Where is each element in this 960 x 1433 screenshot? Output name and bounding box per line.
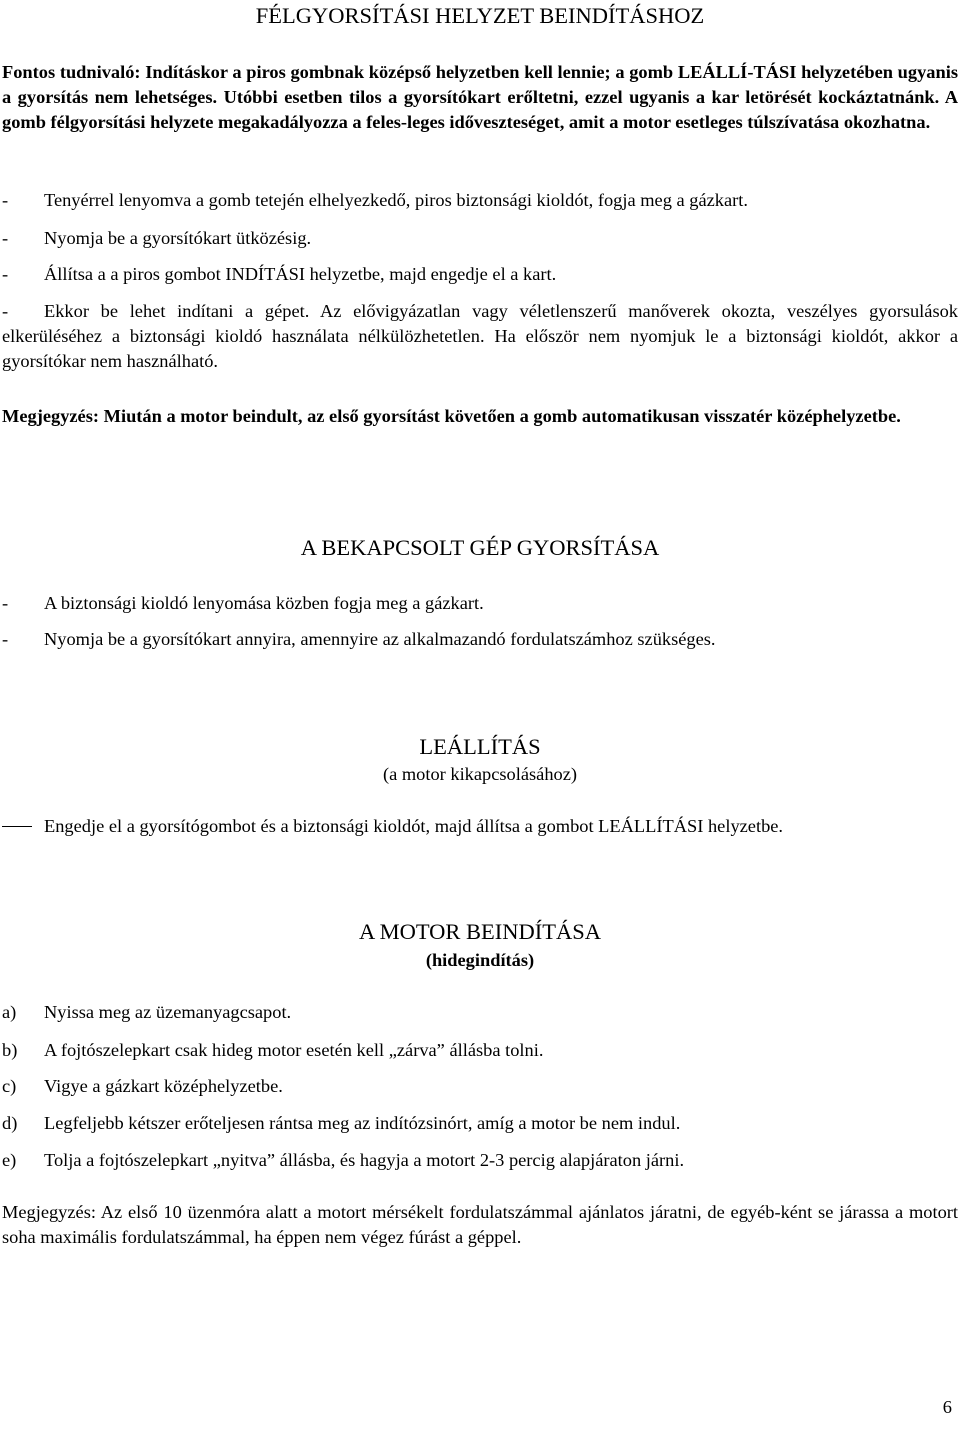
list-dash: - [2, 301, 9, 321]
list-dash: - [2, 228, 9, 248]
list-item-text: Engedje el a gyorsítógombot és a biztonsági kioldót, majd állítsa a gombot LEÁLLÍTÁSI helyzetbe. [44, 816, 784, 836]
list-item-text: Állítsa a a piros gombot INDÍTÁSI helyzetbe, majd engedje el a kart. [44, 264, 557, 284]
section-title-engine-start: A MOTOR BEINDÍTÁSA [358, 919, 602, 944]
note-paragraph: Megjegyzés: Miután a motor beindult, az első gyorsítást követően a gomb automatikusan visszatér középhelyzetbe. [2, 406, 901, 426]
list-item-text: Nyissa meg az üzemanyagcsapot. [44, 1002, 292, 1022]
section-subtitle-stop: (a motor kikapcsolásához) [382, 764, 578, 784]
list-dash: - [2, 264, 9, 284]
list-item-text: Legfeljebb kétszer erőteljesen rántsa meg az indítózsinórt, amíg a motor be nem indul. [44, 1113, 681, 1133]
section-title-half-throttle: FÉLGYORSÍTÁSI HELYZET BEINDÍTÁSHOZ [255, 3, 705, 28]
list-dash: - [2, 190, 9, 210]
list-item-text: Vigye a gázkart középhelyzetbe. [44, 1076, 283, 1096]
list-item-wrapped [2, 299, 958, 374]
list-marker: c) [2, 1076, 17, 1096]
list-marker: d) [2, 1113, 18, 1133]
list-item-text: Nyomja be a gyorsítókart ütközésig. [44, 228, 312, 248]
list-item-text: Nyomja be a gyorsítókart annyira, amennyire az alkalmazandó fordulatszámhoz szükséges. [44, 629, 716, 649]
list-dash: - [2, 629, 9, 649]
list-marker: a) [2, 1002, 17, 1022]
intro-paragraph: Fontos tudnivaló: Indításkor a piros gombnak középső helyzetben kell lennie; a gomb LEÁLLÍ-TÁSI helyzetében ugyanis a gyorsítás nem lehetséges. Utóbbi esetben tilos a gyorsítókart erőltetni, ezzel ugyanis a kar letörését kockáztatnánk. A gomb félgyorsítási helyzete megakadályozza a feles-leges időveszteséget, amit a motor esetleges túlszívatása okozhatna. [2, 62, 958, 132]
section-subtitle-cold-start: (hidegindítás) [425, 950, 535, 970]
section-title-acceleration: A BEKAPCSOLT GÉP GYORSÍTÁSA [300, 535, 660, 560]
long-dash [2, 826, 32, 827]
list-item-text: Ekkor be lehet indítani a gépet. Az elővigyázatlan vagy véletlenszerű manőverek okozta, veszélyes gyorsulások elkerüléséhez a biztonsági kioldó használata nélkülözhetetlen. Ha először nem nyomjuk le a biztonsági kioldót, akkor a gyorsítókar nem használható. [2, 301, 958, 371]
note-paragraph: Megjegyzés: Az első 10 üzenmóra alatt a motort mérsékelt fordulatszámmal ajánlatos járatni, de egyéb-ként se járassa a motort soha maximális fordulatszámmal, ha éppen nem végez fúrást a géppel. [2, 1202, 958, 1247]
list-item-text: A biztonsági kioldó lenyomása közben fogja meg a gázkart. [44, 593, 484, 613]
list-item-text: Tolja a fojtószelepkart „nyitva” állásba, és hagyja a motort 2-3 percig alapjáraton járni. [44, 1150, 685, 1170]
list-marker: b) [2, 1040, 18, 1060]
list-marker: e) [2, 1150, 17, 1170]
section-title-stop: LEÁLLÍTÁS [419, 734, 541, 759]
list-item-text: A fojtószelepkart csak hideg motor esetén kell „zárva” állásba tolni. [44, 1040, 544, 1060]
page-number: 6 [942, 1397, 952, 1417]
list-item-text: Tenyérrel lenyomva a gomb tetején elhelyezkedő, piros biztonsági kioldót, fogja meg a gázkart. [44, 190, 748, 210]
list-dash: - [2, 593, 9, 613]
